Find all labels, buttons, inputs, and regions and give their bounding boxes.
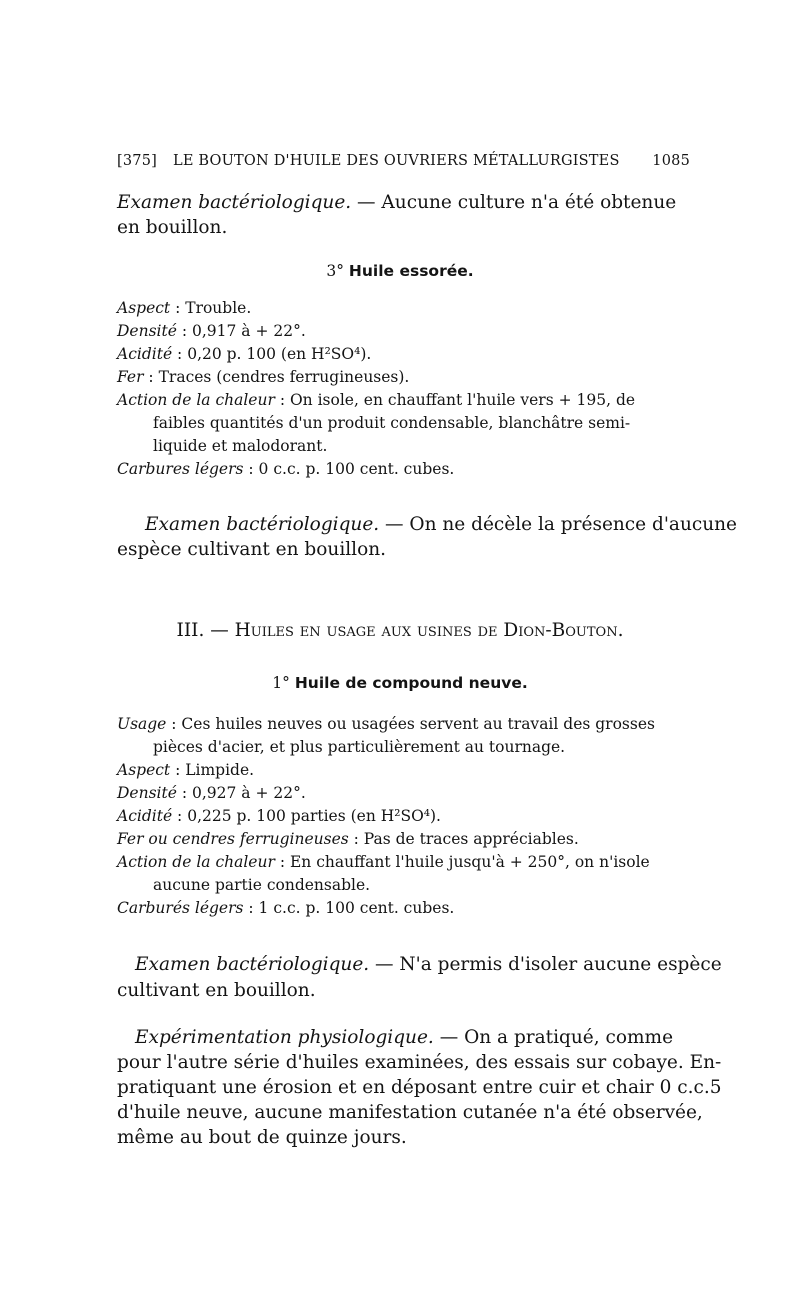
exam-label: Examen bactériologique. bbox=[135, 954, 370, 975]
field-value: : 0,927 à + 22°. bbox=[176, 784, 306, 802]
field-label: Aspect bbox=[117, 299, 171, 317]
exam-label: Examen bactériologique. bbox=[145, 514, 380, 535]
s1-carbures bbox=[117, 899, 454, 917]
field-label: Acidité bbox=[117, 807, 173, 825]
intro-line-1 bbox=[117, 192, 676, 213]
s3-action-line-3: liquide et malodorant. bbox=[153, 437, 328, 455]
field-label: Fer ou cendres ferrugineuses bbox=[117, 830, 349, 848]
s1-usage-line-1 bbox=[117, 715, 655, 733]
field-value: : 0 c.c. p. 100 cent. cubes. bbox=[243, 460, 455, 478]
field-label: Densité bbox=[117, 784, 177, 802]
physio-line-3: pratiquant une érosion et en déposant entre cuir et chair 0 c.c.5 bbox=[117, 1077, 722, 1098]
physio-text: — On a pratiqué, comme bbox=[433, 1027, 674, 1048]
section-roman: III. bbox=[176, 620, 205, 641]
field-value: : 1 c.c. p. 100 cent. cubes. bbox=[243, 899, 455, 917]
s1-exam-line-1 bbox=[135, 954, 722, 975]
s3-acidite bbox=[117, 345, 371, 363]
s1-action-line-2: aucune partie condensable. bbox=[153, 876, 371, 894]
intro-line-2: en bouillon. bbox=[117, 217, 228, 238]
s3-aspect bbox=[117, 299, 251, 317]
s3-exam-line-1 bbox=[145, 514, 737, 535]
s1-acidite bbox=[117, 807, 441, 825]
s3-carbures bbox=[117, 460, 454, 478]
physio-line-5: même au bout de quinze jours. bbox=[117, 1127, 407, 1148]
intro-label: Examen bactériologique. bbox=[117, 192, 352, 213]
field-value: : 0,20 p. 100 (en H²SO⁴). bbox=[172, 345, 372, 363]
field-value: : Traces (cendres ferrugineuses). bbox=[143, 368, 410, 386]
section-title-iii bbox=[0, 620, 800, 641]
field-label: Action de la chaleur bbox=[117, 853, 275, 871]
field-label: Usage bbox=[117, 715, 167, 733]
s3-action-line-1 bbox=[117, 391, 635, 409]
heading-number: 3° bbox=[326, 262, 344, 280]
header-title: LE BOUTON D'HUILE DES OUVRIERS MÉTALLURGISTES bbox=[173, 153, 620, 169]
physio-line-2: pour l'autre série d'huiles examinées, des essais sur cobaye. En- bbox=[117, 1052, 722, 1073]
intro-text: — Aucune culture n'a été obtenue bbox=[351, 192, 677, 213]
section-heading-huile-essoree bbox=[0, 262, 800, 280]
field-value: : 0,225 p. 100 parties (en H²SO⁴). bbox=[172, 807, 441, 825]
field-value: : En chauffant l'huile jusqu'à + 250°, on n'isole bbox=[274, 853, 650, 871]
s1-aspect bbox=[117, 761, 254, 779]
section-heading-compound bbox=[0, 674, 800, 692]
s1-action-line-1 bbox=[117, 853, 650, 871]
field-label: Aspect bbox=[117, 761, 171, 779]
field-value: : On isole, en chauffant l'huile vers + 195, de bbox=[274, 391, 636, 409]
section-title-text: Huiles en usage aux usines de Dion-Bouton. bbox=[234, 620, 624, 641]
field-value: : 0,917 à + 22°. bbox=[176, 322, 306, 340]
heading-text: Huile de compound neuve. bbox=[294, 674, 528, 692]
s3-fer bbox=[117, 368, 409, 386]
field-label: Action de la chaleur bbox=[117, 391, 275, 409]
field-label: Carburés légers bbox=[117, 899, 244, 917]
field-value: : Pas de traces appréciables. bbox=[348, 830, 579, 848]
exam-text: — N'a permis d'isoler aucune espèce bbox=[369, 954, 722, 975]
s3-action-line-2: faibles quantités d'un produit condensable, blanchâtre semi- bbox=[153, 414, 631, 432]
s1-fer bbox=[117, 830, 579, 848]
field-label: Densité bbox=[117, 322, 177, 340]
physio-label: Expérimentation physiologique. bbox=[135, 1027, 434, 1048]
field-value: : Trouble. bbox=[170, 299, 252, 317]
field-value: : Limpide. bbox=[170, 761, 255, 779]
s1-densite bbox=[117, 784, 306, 802]
s1-usage-line-2: pièces d'acier, et plus particulièrement au tournage. bbox=[153, 738, 566, 756]
exam-text: — On ne décèle la présence d'aucune bbox=[379, 514, 738, 535]
header-page-ref: [375] bbox=[117, 153, 157, 169]
s3-exam-line-2: espèce cultivant en bouillon. bbox=[117, 539, 386, 560]
field-label: Acidité bbox=[117, 345, 173, 363]
section-dash: — bbox=[204, 620, 235, 641]
s1-exam-line-2: cultivant en bouillon. bbox=[117, 980, 316, 1001]
field-label: Carbures légers bbox=[117, 460, 244, 478]
field-label: Fer bbox=[117, 368, 144, 386]
heading-number: 1° bbox=[272, 674, 290, 692]
physio-line-4: d'huile neuve, aucune manifestation cutanée n'a été observée, bbox=[117, 1102, 703, 1123]
header-page-number: 1085 bbox=[652, 153, 690, 169]
s3-densite bbox=[117, 322, 306, 340]
field-value: : Ces huiles neuves ou usagées servent au travail des grosses bbox=[166, 715, 655, 733]
heading-text: Huile essorée. bbox=[348, 262, 474, 280]
physio-line-1 bbox=[135, 1027, 673, 1048]
